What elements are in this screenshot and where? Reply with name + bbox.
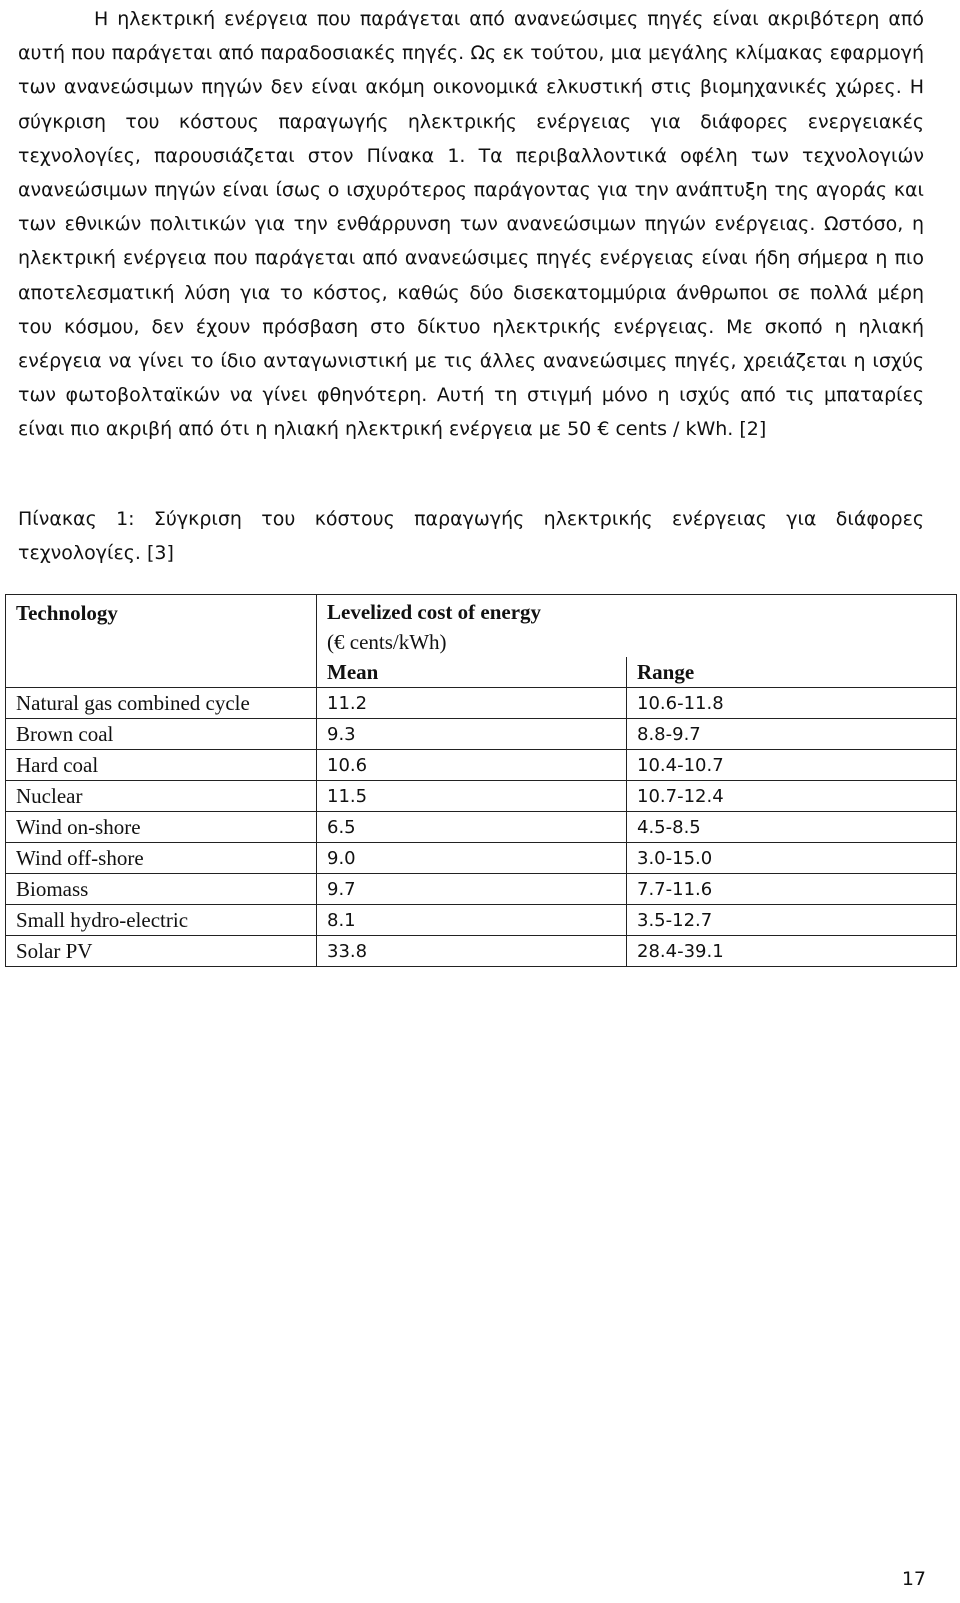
cell-mean: 6.5 [317,812,627,843]
cell-mean: 11.5 [317,781,627,812]
header-lcoe [317,595,957,658]
table-row [6,719,957,750]
energy-cost-table [5,594,957,967]
table-row [6,936,957,967]
cell-technology: Nuclear [6,781,317,812]
table-caption: Πίνακας 1: Σύγκριση του κόστους παραγωγής ηλεκτρικής ενέργειας για διάφορες τεχνολογίες. [3] [18,508,924,564]
header-lcoe-title: Levelized cost of energy [327,600,542,624]
cell-technology: Natural gas combined cycle [6,688,317,719]
cell-range: 28.4-39.1 [627,936,957,967]
cell-range: 4.5-8.5 [627,812,957,843]
table-row [6,905,957,936]
body-paragraph: Η ηλεκτρική ενέργεια που παράγεται από ανανεώσιμες πηγές είναι ακριβότερη από αυτή που παράγεται από παραδοσιακές πηγές. Ως εκ τούτου, μια μεγάλης κλίμακας εφαρμογή των ανανεώσιμων πηγών δεν είναι ακόμη οικονομικά ελκυστική στις βιομηχανικές χώρες. Η σύγκριση του κόστους παραγωγής ηλεκτρικής ενέργειας για διάφορες ενεργειακές τεχνολογίες, παρουσιάζεται στον Πίνακα 1. Τα περιβαλλοντικά οφέλη των τεχνολογιών ανανεώσιμων πηγών είναι ίσως ο ισχυρότερος παράγοντας για την ανάπτυξη της αγοράς και των εθνικών πολιτικών για την ενθάρρυνση των ανανεώσιμων πηγών ενέργειας. Ωστόσο, η ηλεκτρική ενέργεια που παράγεται από ανανεώσιμες πηγές ενέργειας είναι ήδη σήμερα η πιο αποτελεσματική λύση για το κόστος, καθώς δύο δισεκατομμύρια άνθρωποι σε πολλά μέρη του κόσμου, δεν έχουν πρόσβαση στο δίκτυο ηλεκτρικής ενέργειας. Με σκοπό η ηλιακή ενέργεια να γίνει το ίδιο ανταγωνιστική με τις άλλες ανανεώσιμες πηγές, χρειάζεται η ισχύς των φωτοβολταϊκών να γίνει φθηνότερη. Αυτή τη στιγμή μόνο η ισχύς από τις μπαταρίες είναι πιο ακριβή από ότι η ηλιακή ηλεκτρική ενέργεια με 50 € cents / kWh. [2] [18,8,924,441]
cell-technology: Brown coal [6,719,317,750]
page-number: 17 [901,1568,926,1590]
cell-technology: Wind off-shore [6,843,317,874]
cell-mean: 9.3 [317,719,627,750]
header-range: Range [627,657,957,688]
cell-range: 10.7-12.4 [627,781,957,812]
table-body [6,595,957,967]
header-lcoe-unit: (€ cents/kWh) [327,630,447,654]
cell-range: 3.0-15.0 [627,843,957,874]
cell-technology: Solar PV [6,936,317,967]
cell-mean: 33.8 [317,936,627,967]
table-header-row [6,595,957,658]
header-technology: Technology [6,595,317,688]
header-mean: Mean [317,657,627,688]
cell-range: 7.7-11.6 [627,874,957,905]
cell-mean: 10.6 [317,750,627,781]
cell-technology: Wind on-shore [6,812,317,843]
table-row [6,781,957,812]
cell-range: 10.4-10.7 [627,750,957,781]
cell-mean: 9.7 [317,874,627,905]
table-row [6,874,957,905]
cell-range: 10.6-11.8 [627,688,957,719]
table-row [6,688,957,719]
cell-mean: 9.0 [317,843,627,874]
table-row [6,843,957,874]
cell-technology: Small hydro-electric [6,905,317,936]
cell-mean: 8.1 [317,905,627,936]
cell-range: 8.8-9.7 [627,719,957,750]
cell-range: 3.5-12.7 [627,905,957,936]
table-row [6,750,957,781]
cell-mean: 11.2 [317,688,627,719]
cell-technology: Hard coal [6,750,317,781]
table-row [6,812,957,843]
cell-technology: Biomass [6,874,317,905]
